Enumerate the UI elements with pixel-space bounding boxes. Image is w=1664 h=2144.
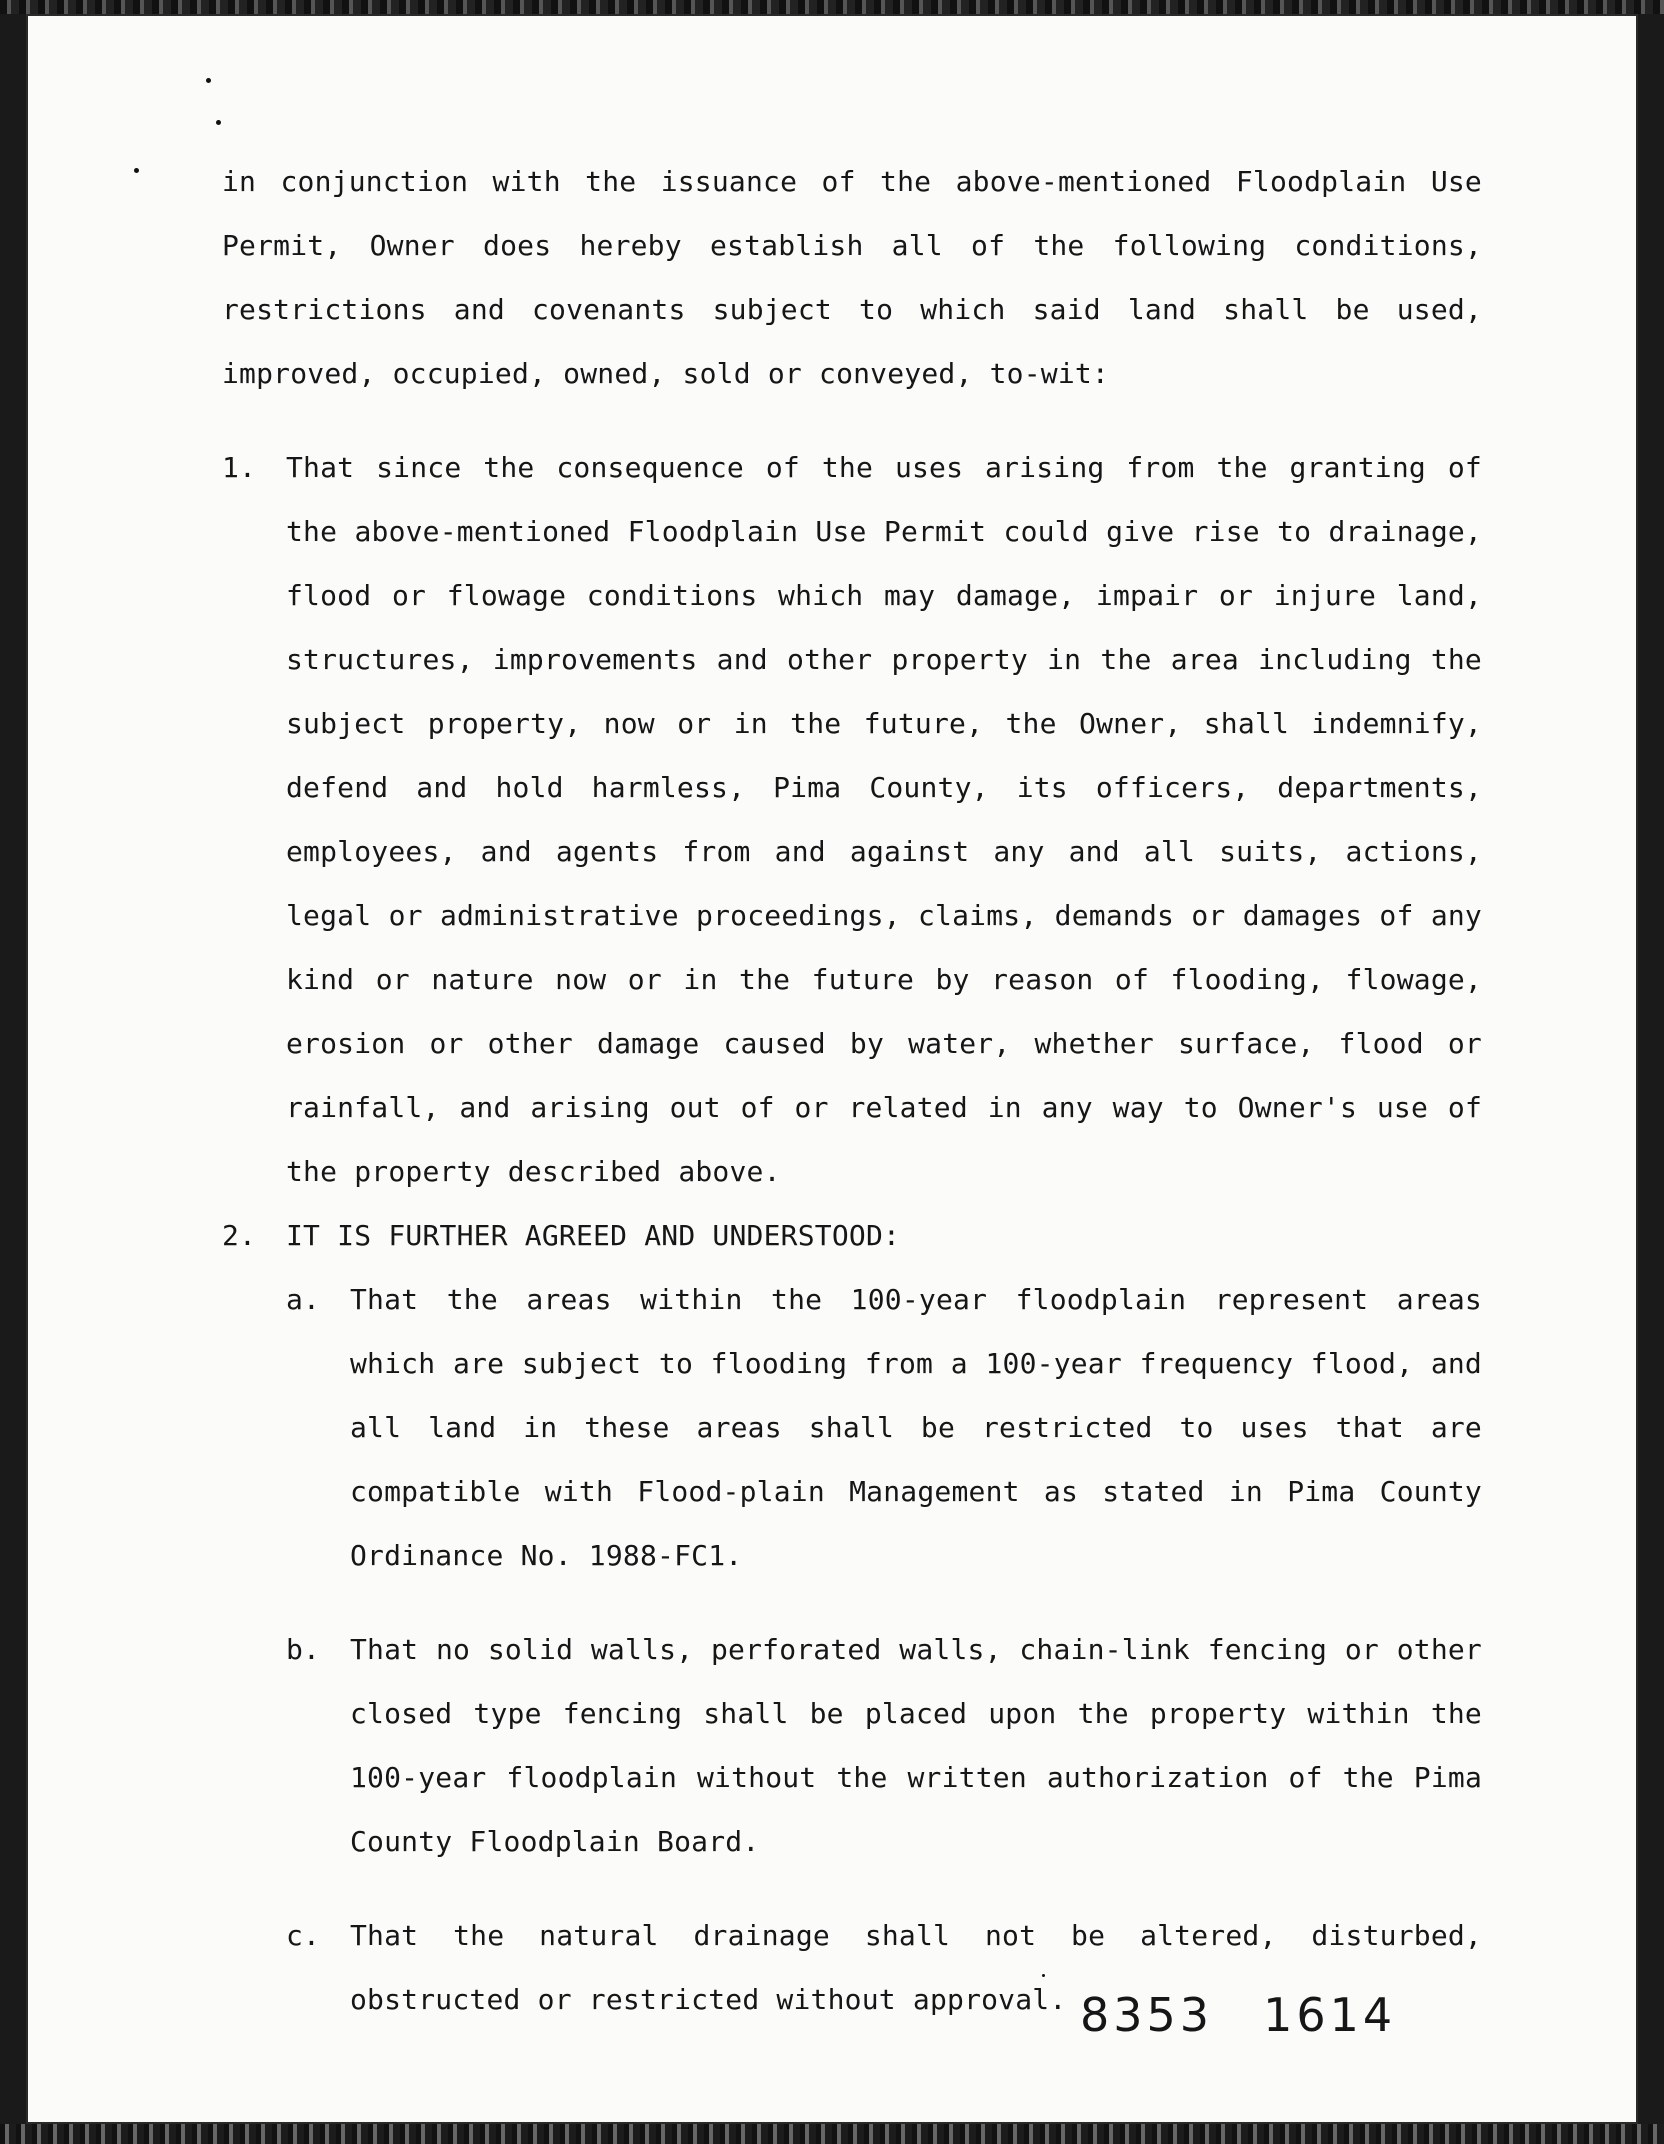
document-stamp-number	[1080, 1988, 1396, 2042]
scan-speck	[206, 78, 211, 83]
sub-item-letter: c.	[286, 1919, 321, 1952]
scan-speck	[216, 120, 221, 125]
stamp-book: 8353	[1080, 1988, 1214, 2042]
intro-paragraph: in conjunction with the issuance of the above-mentioned Floodplain Use Permit, Owner does hereby establish all of the following conditions, restrictions and covenants subject to which said land shall be used, improved, occupied, owned, sold or conveyed, to-wit:	[222, 165, 1482, 390]
sub-item-letter: a.	[286, 1283, 321, 1316]
list-item	[222, 1204, 1482, 1268]
stamp-page: 1614	[1263, 1988, 1397, 2042]
item-heading: IT IS FURTHER AGREED AND UNDERSTOOD:	[286, 1219, 901, 1252]
sub-item-text: That the natural drainage shall not be altered, disturbed, obstructed or restricted without approval.	[350, 1919, 1482, 2016]
list-item	[222, 436, 1482, 1204]
scan-edge-bottom	[0, 2124, 1664, 2144]
sub-list-item	[286, 1268, 1482, 1588]
scan-speck	[134, 168, 139, 173]
document-body	[222, 150, 1482, 2032]
scan-edge-top	[0, 0, 1664, 14]
sub-item-letter: b.	[286, 1633, 321, 1666]
sub-item-text: That no solid walls, perforated walls, chain-link fencing or other closed type fencing shall be placed upon the property within the 100-year floodplain without the written authorization of the Pima County Floodplain Board.	[350, 1633, 1482, 1858]
item-number: 2.	[222, 1219, 257, 1252]
item-number: 1.	[222, 451, 257, 484]
sub-list-item	[286, 1618, 1482, 1874]
item-text: That since the consequence of the uses arising from the granting of the above-mentioned Floodplain Use Permit could give rise to drainage, flood or flowage conditions which may damage, impair or injure land, structures, improvements and other property in the area including the subject property, now or in the future, the Owner, shall indemnify, defend and hold harmless, Pima County, its officers, departments, employees, and agents from and against any and all suits, actions, legal or administrative proceedings, claims, demands or damages of any kind or nature now or in the future by reason of flooding, flowage, erosion or other damage caused by water, whether surface, flood or rainfall, and arising out of or related in any way to Owner's use of the property described above.	[286, 451, 1482, 1188]
sub-item-text: That the areas within the 100-year floodplain represent areas which are subject to flooding from a 100-year frequency flood, and all land in these areas shall be restricted to uses that are compatible with Flood-plain Management as stated in Pima County Ordinance No. 1988-FC1.	[350, 1283, 1482, 1572]
